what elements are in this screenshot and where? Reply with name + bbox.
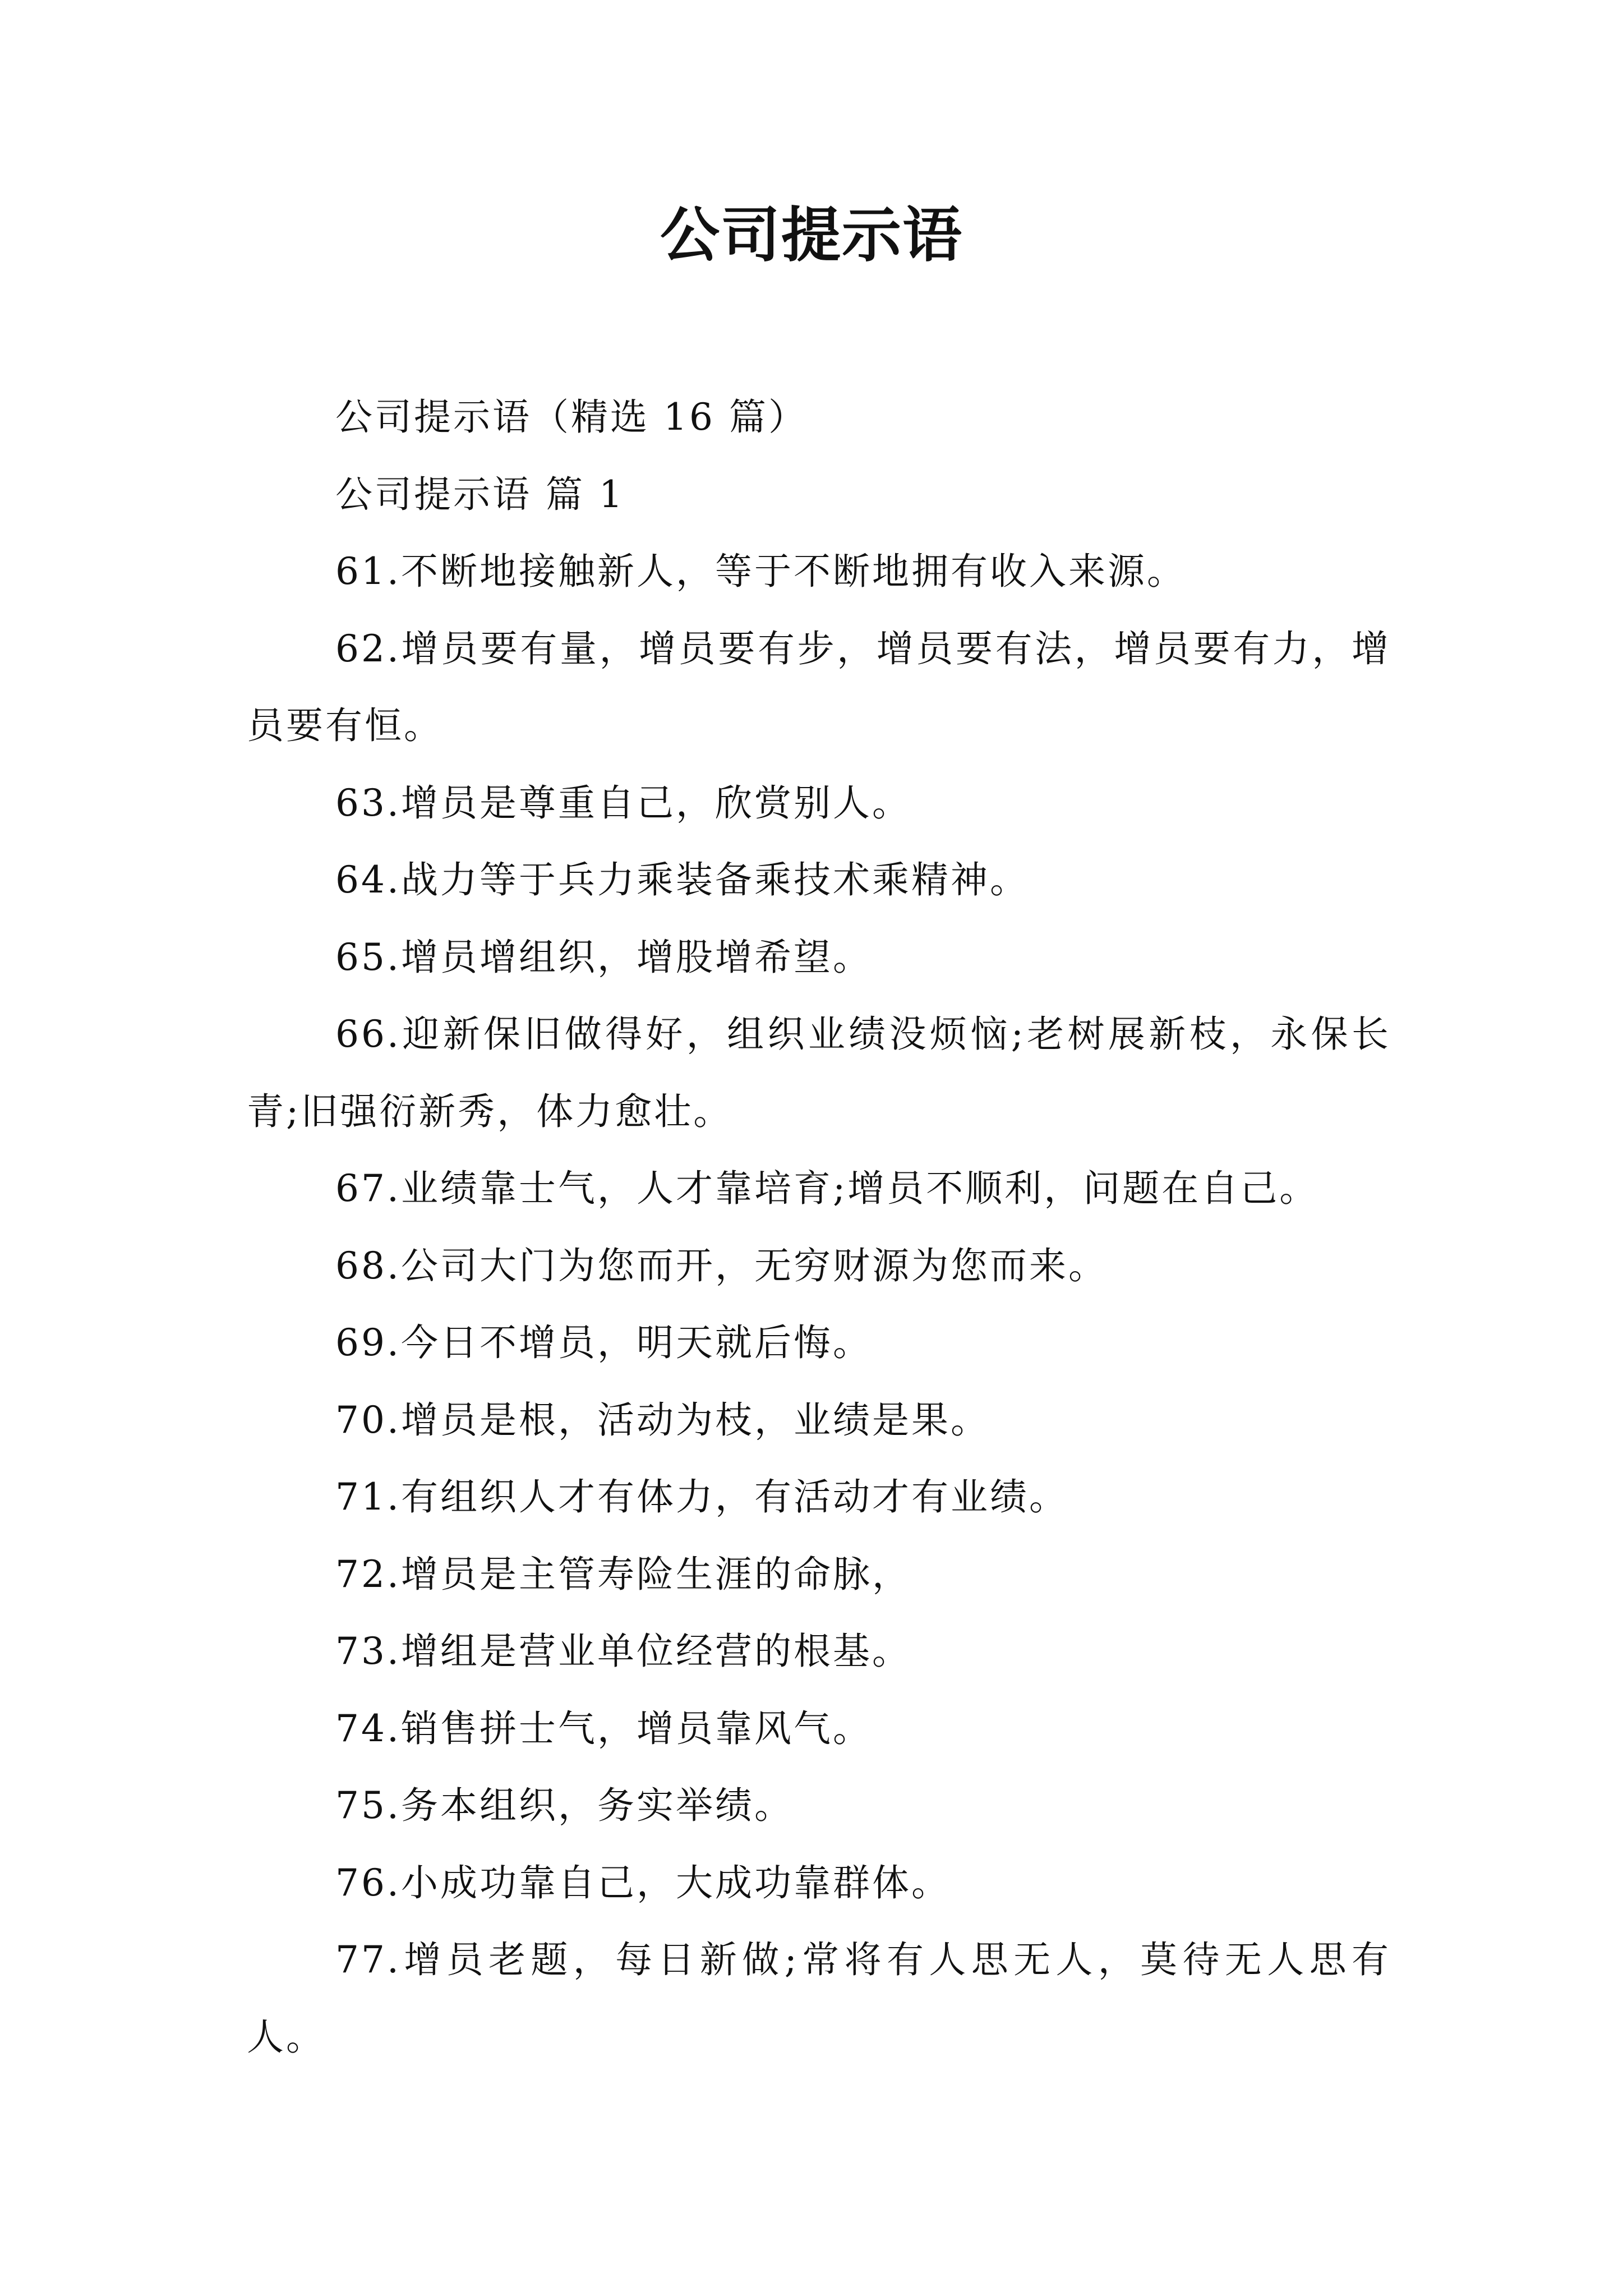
paragraph-item-75: 75.务本组织，务实举绩。 — [335, 1784, 794, 1827]
paragraph-item-76: 76.小成功靠自己，大成功靠群体。 — [335, 1861, 951, 1904]
paragraph-item-64: 64.战力等于兵力乘装备乘技术乘精神。 — [335, 858, 1029, 901]
paragraph-item-68: 68.公司大门为您而开，无穷财源为您而来。 — [335, 1244, 1108, 1287]
paragraph-item-63: 63.增员是尊重自己，欣赏别人。 — [335, 781, 911, 825]
paragraph-item-70: 70.增员是根，活动为枝，业绩是果。 — [335, 1398, 990, 1442]
paragraph-item-65: 65.增员增组织，增股增希望。 — [335, 935, 872, 979]
document-body — [247, 379, 1391, 2076]
paragraph-item-72: 72.增员是主管寿险生涯的命脉， — [335, 1552, 911, 1596]
paragraph-item-74: 74.销售拼士气，增员靠风气。 — [335, 1706, 872, 1750]
paragraph-item-61: 61.不断地接触新人，等于不断地拥有收入来源。 — [335, 550, 1186, 593]
paragraph-item-62: 62.增员要有量，增员要有步，增员要有法，增员要有力，增员要有恒。 — [247, 627, 1391, 747]
paragraph-subtitle: 公司提示语（精选 16 篇） — [335, 395, 808, 439]
document-title: 公司提示语 — [660, 201, 963, 270]
paragraph-item-67: 67.业绩靠士气，人才靠培育;增员不顺利，问题在自己。 — [335, 1167, 1319, 1210]
paragraph-item-73: 73.增组是营业单位经营的根基。 — [335, 1630, 911, 1673]
paragraph-item-69: 69.今日不增员，明天就后悔。 — [335, 1321, 872, 1364]
paragraph-section-heading: 公司提示语 篇 1 — [335, 472, 625, 516]
paragraph-item-66: 66.迎新保旧做得好，组织业绩没烦恼;老树展新枝，永保长青;旧强衍新秀，体力愈壮。 — [247, 1013, 1391, 1133]
paragraph-item-77: 77.增员老题，每日新做;常将有人思无人，莫待无人思有人。 — [247, 1938, 1391, 2059]
paragraph-item-71: 71.有组织人才有体力，有活动才有业绩。 — [335, 1475, 1068, 1519]
